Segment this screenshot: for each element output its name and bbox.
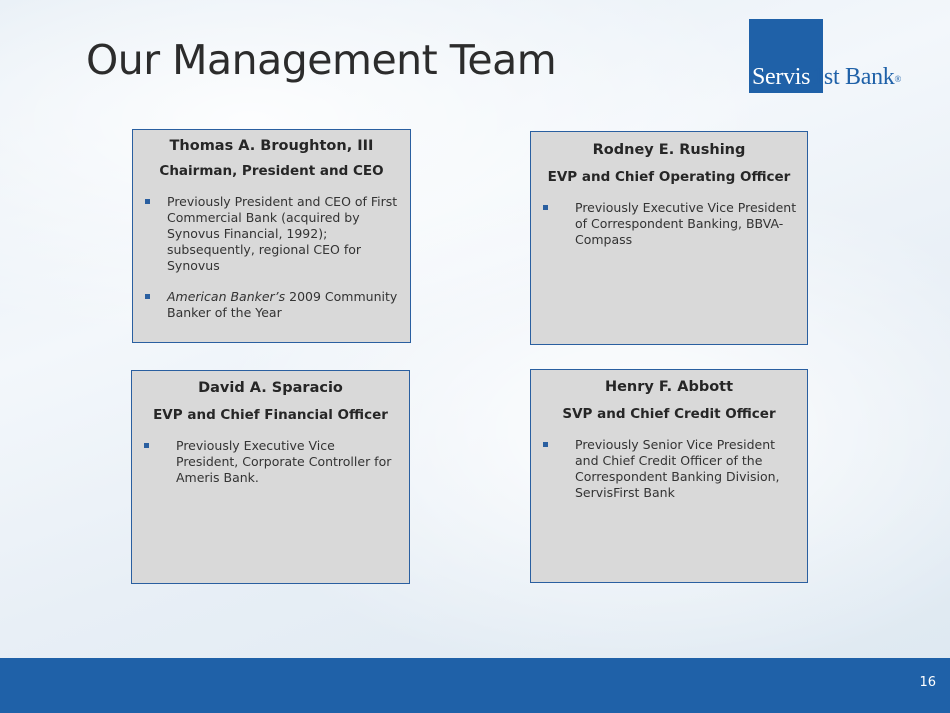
bullet-list (143, 194, 400, 321)
bullet-item (143, 194, 400, 274)
bullet-list (541, 437, 797, 501)
page-number: 16 (919, 675, 936, 690)
card-name: David A. Sparacio (198, 380, 343, 396)
bullet-list (142, 438, 399, 486)
square-bullet-icon (543, 442, 548, 447)
card-name: Rodney E. Rushing (592, 142, 746, 158)
team-card-rushing (530, 131, 808, 345)
square-bullet-icon (543, 205, 548, 210)
servisfirst-logo (749, 19, 929, 93)
card-role: SVP and Chief Credit Officer (562, 406, 776, 422)
registered-mark: ® (894, 74, 902, 84)
square-bullet-icon (145, 294, 150, 299)
card-name: Thomas A. Broughton, III (169, 138, 374, 154)
team-card-sparacio (131, 370, 410, 584)
footer-bar (0, 658, 950, 713)
bullet-item (541, 437, 797, 501)
bullet-item (143, 289, 400, 321)
team-card-abbott (530, 369, 808, 583)
bullet-text: Previously Senior Vice President and Chief Credit Officer of the Correspondent Banking Division, ServisFirst Bank (575, 437, 780, 500)
slide-title: Our Management Team (86, 36, 557, 84)
logo-text-servis: Servis (752, 64, 811, 90)
bullet-text: Previously President and CEO of First Commercial Bank (acquired by Synovus Financial, 1992); subsequently, regional CEO for Synovus (167, 194, 398, 273)
bullet-text: Previously Executive Vice President of Correspondent Banking, BBVA-Compass (575, 200, 797, 247)
logo-wordmark (752, 64, 901, 90)
card-role: EVP and Chief Financial Officer (153, 407, 388, 423)
bullet-text: Previously Executive Vice President, Corporate Controller for Ameris Bank. (176, 438, 392, 485)
square-bullet-icon (145, 199, 150, 204)
card-role: Chairman, President and CEO (159, 163, 384, 179)
bullet-item (142, 438, 399, 486)
card-role: EVP and Chief Operating Officer (547, 169, 791, 185)
bullet-item (541, 200, 797, 248)
bullet-italic-text: American Banker’s (167, 289, 286, 304)
bullet-text: 2009 Community Banker of the Year (167, 289, 398, 320)
square-bullet-icon (144, 443, 149, 448)
bullet-list (541, 200, 797, 248)
logo-text-1st-bank: 1st Bank (812, 64, 895, 90)
team-card-broughton (132, 129, 411, 343)
card-name: Henry F. Abbott (604, 379, 734, 395)
